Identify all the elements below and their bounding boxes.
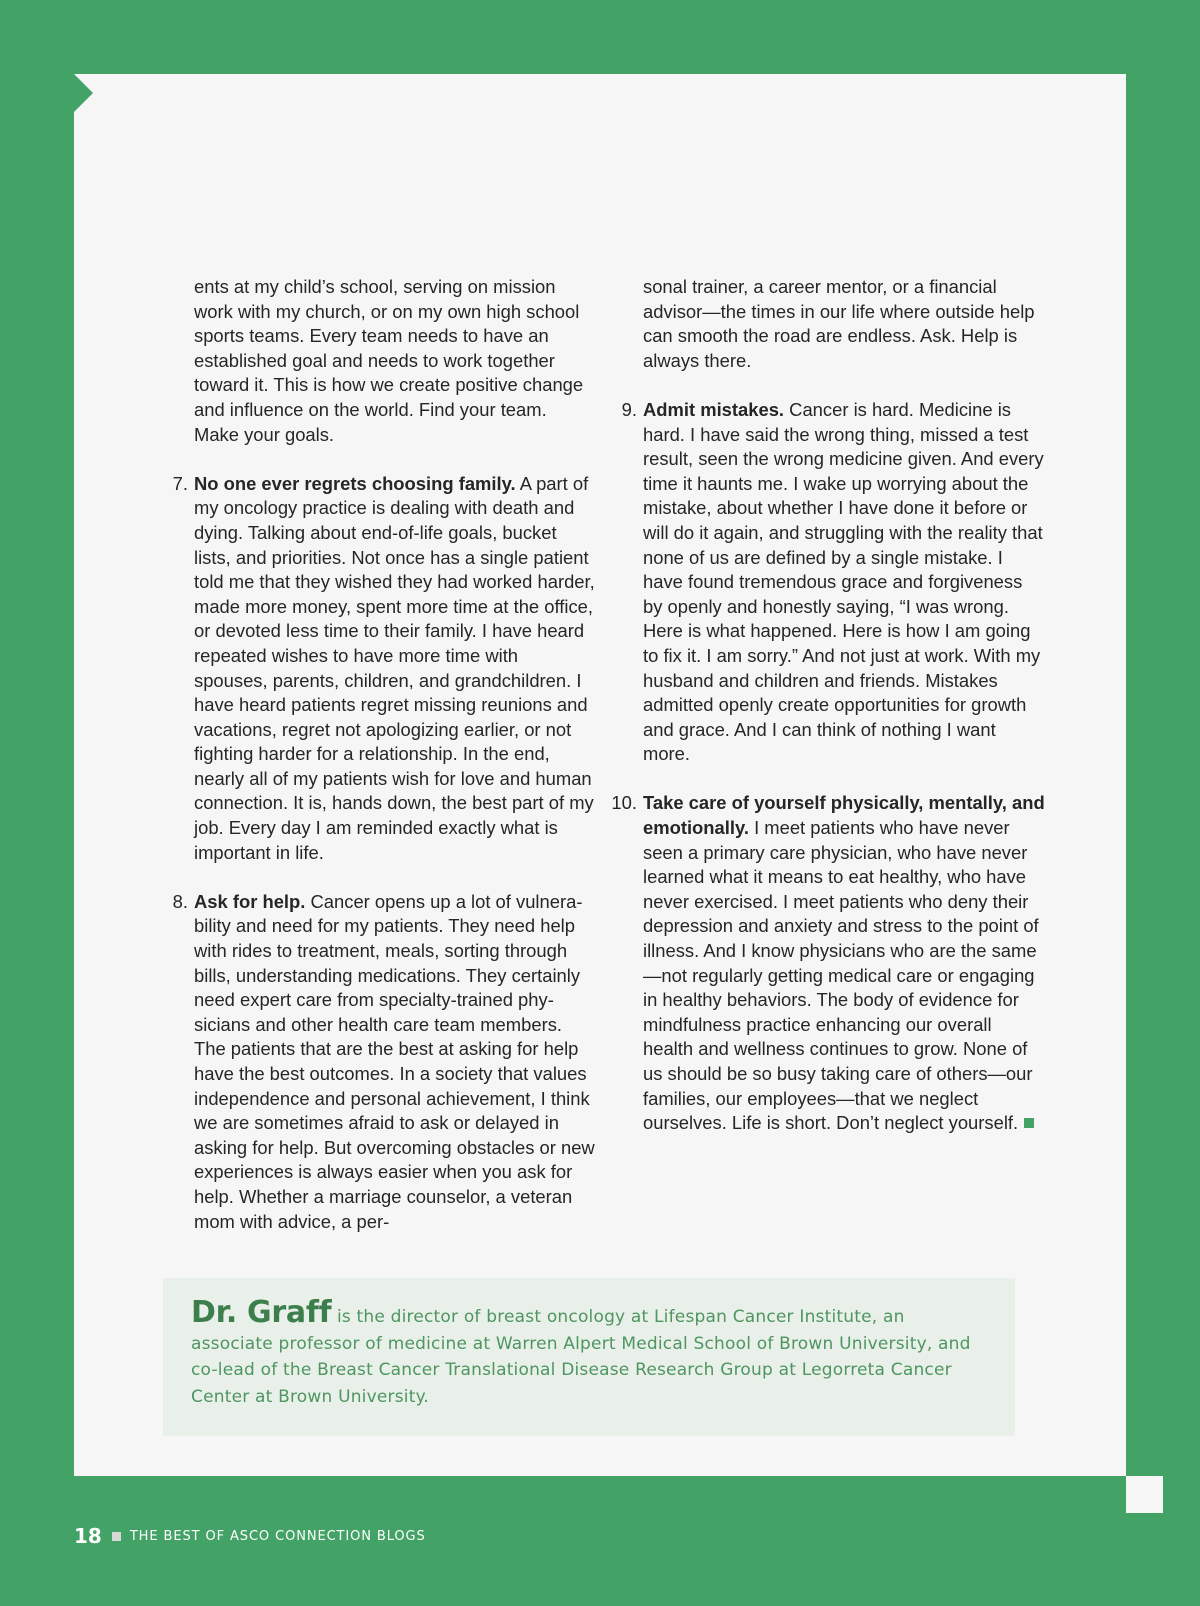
list-number: 7. <box>172 472 188 494</box>
author-bio-text: is the director of breast oncology at Lifespan Cancer Institute, an associate professor of medicine at Warren Alpert Medical School of Brown University, and co-lead of the Breast Cancer Translational Disease Research Group at Legorreta Cancer Center at Brown University. <box>191 1307 971 1407</box>
item-title: Admit mistakes. <box>643 398 785 420</box>
page-number: 18 <box>74 1524 102 1548</box>
list-number: 10. <box>611 792 637 814</box>
publication-title: THE BEST OF ASCO CONNECTION BLOGS <box>129 1528 426 1544</box>
left-column <box>172 275 596 1234</box>
author-name: Dr. Graff <box>191 1295 332 1330</box>
author-bio-box <box>163 1278 1015 1436</box>
right-column <box>611 275 1045 1136</box>
item-body: Cancer is hard. Medicine is hard. I have said the wrong thing, missed a test result, seen the wrong medicine given. And every time it haunts me. I wake up worrying about the mistake, about whether I have done it before or will do it again, and struggling with the reality that none of us are defined by a single mistake. I have found tremendous grace and forgiveness by openly and honestly saying, “I was wrong. Here is what happened. Here is how I am going to fix it. I am sorry.” And not just at work. With my husband and children and friends. Mistakes admitted openly create opportunities for growth and grace. And I can think of nothing I want more. <box>643 398 1044 765</box>
list-number: 8. <box>172 890 188 912</box>
item-title: No one ever regrets choosing family. <box>194 472 516 494</box>
corner-notch-decoration <box>74 74 93 112</box>
continued-paragraph: ents at my child’s school, serving on mission work with my church, or on my own high school sports teams. Every team needs to have an established goal and needs to work together toward it. This is how we create positive change and influence on the world. Find your team. Make your goals. <box>194 276 584 445</box>
list-number: 9. <box>621 398 637 420</box>
list-item-9 <box>621 398 1045 767</box>
list-item-7 <box>172 472 596 866</box>
end-of-article-icon <box>1024 1118 1034 1128</box>
item-title: Take care of yourself physically, mentally, and emotionally. <box>643 792 1045 839</box>
item-body: A part of my oncology practice is dealing with death and dying. Talking about end-of-life goals, bucket lists, and priorities. Not once has a single patient told me that they wished they had worked harder, made more money, spent more time at the office, or devoted less time to their family. I have heard repeated wishes to have more time with spouses, parents, children, and grandchildren. I have heard patients regret missing reunions and vacations, regret not apologizing earlier, or not fighting harder for a relationship. In the end, nearly all of my patients wish for love and human connection. It is, hands down, the best part of my job. Every day I am reminded exactly what is important in life. <box>194 472 595 863</box>
item-title: Ask for help. <box>194 890 306 912</box>
item-body: I meet patients who have never seen a primary care physician, who have never learned what it means to eat healthy, who have never exercised. I meet patients who deny their depression and anxiety and stress to the point of illness. And I know physicians who are the same—not regularly getting medical care or engaging in healthy behaviors. The body of evidence for mindfulness practice enhancing our overall health and wellness continues to grow. None of us should be so busy taking care of others—our families, our employees—that we neglect ourselves. Life is short. Don’t neglect yourself. <box>643 817 1039 1134</box>
item-body: Cancer opens up a lot of vulnerability and need for my patients. They need help with rides to treatment, meals, sorting through bills, understanding medications. They certainly need expert care from specialty-trained physicians and other health care team members. The patients that are the best at asking for help have the best outcomes. In a society that values independence and personal achievement, I think we are sometimes afraid to ask or delayed in asking for help. But overcoming obstacles or new experiences is always easier when you ask for help. Whether a marriage counselor, a veteran mom with advice, a per- <box>194 890 595 1232</box>
list-item-10 <box>611 791 1045 1135</box>
list-item-8 <box>172 890 596 1234</box>
footer-square-icon <box>112 1532 121 1541</box>
page-footer <box>74 1524 426 1548</box>
continued-paragraph: sonal trainer, a career mentor, or a financial advisor—the times in our life where outside help can smooth the road are endless. Ask. Help is always there. <box>643 276 1035 371</box>
corner-square-decoration <box>1126 1476 1163 1513</box>
